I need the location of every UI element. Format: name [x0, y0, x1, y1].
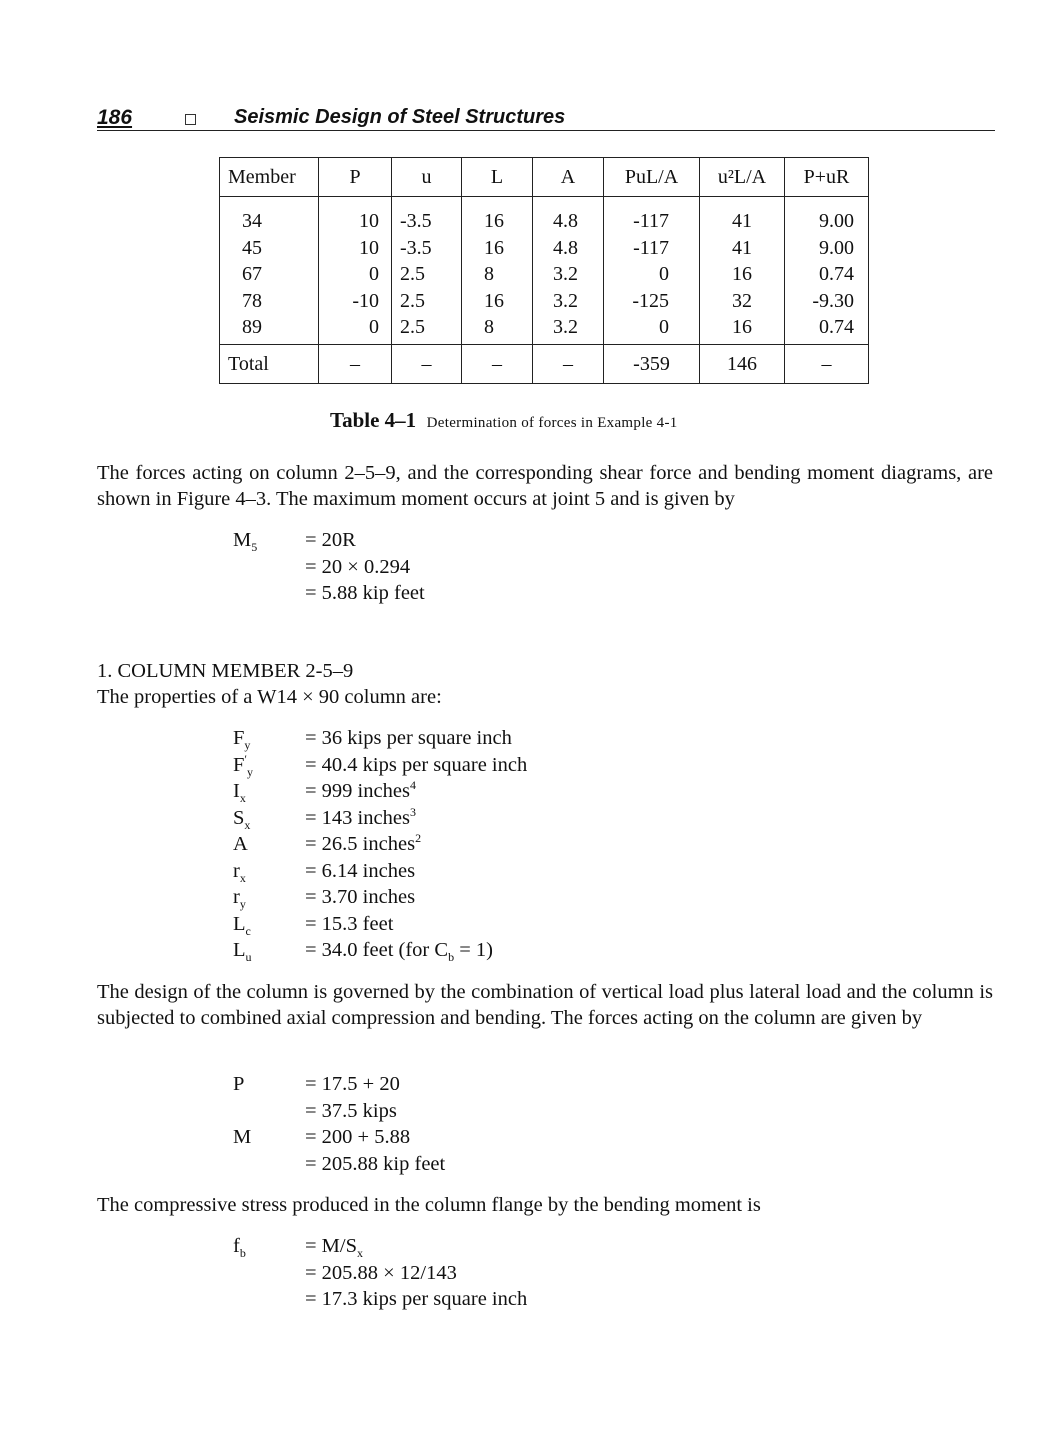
eq-line: = 5.88 kip feet: [305, 582, 425, 604]
table-cell: 16: [484, 210, 504, 232]
table-cell: 3.2: [553, 316, 578, 338]
force-symbols: [233, 1071, 251, 1151]
table-cell: 0: [369, 263, 379, 285]
property-symbols: [233, 725, 253, 964]
table-cell: 16: [732, 316, 752, 338]
total-cell: –: [785, 345, 869, 384]
property-symbol: $S_x$: [233, 806, 251, 832]
table-cell: 0.74: [819, 263, 854, 285]
property-value: = 3.70 inches: [305, 886, 416, 908]
p-column: [319, 202, 391, 341]
force-value: = 205.88 kip feet: [305, 1152, 446, 1175]
property-value: = 40.4 kips per square inch: [305, 753, 528, 776]
total-cell: –: [392, 345, 462, 384]
running-title: Seismic Design of Steel Structures: [234, 106, 566, 128]
property-symbol: $I_x$: [233, 780, 246, 806]
caption-text: Determination of forces in Example 4-1: [426, 415, 678, 431]
u-column: [392, 202, 461, 341]
property-values: [305, 725, 527, 964]
table-body: [220, 202, 869, 345]
table-cell: 0: [659, 263, 669, 285]
table-cell: 32: [732, 289, 752, 312]
page-number: 186: [97, 106, 133, 129]
forces-table: [219, 157, 869, 384]
eq-line: = 17.3 kips per square inch: [305, 1288, 528, 1310]
pul-a-column: [604, 202, 699, 341]
square-bullet-icon: [185, 114, 196, 125]
paragraph-1: The forces acting on column 2–5–9, and the corresponding shear force and bending moment diagrams, are shown in Figure 4–3. The maximum moment occurs at joint 5 and is given by: [97, 462, 993, 510]
paragraph-4: The compressive stress produced in the column flange by the bending moment is: [97, 1194, 761, 1216]
table-cell: 9.00: [819, 236, 854, 259]
force-value: = 37.5 kips: [305, 1099, 397, 1122]
table-cell: 0: [369, 316, 379, 338]
a-column: [533, 202, 603, 341]
force-symbol: P: [233, 1073, 245, 1095]
eq-line: = 205.88 × 12/143: [305, 1261, 457, 1284]
eq-fb-symbol: $f_b$: [233, 1235, 246, 1261]
table-cell: 2.5: [400, 263, 425, 285]
table-cell: 2.5: [400, 289, 425, 312]
table-cell: 16: [484, 236, 504, 259]
table-header: A: [533, 158, 604, 197]
table-cell: 16: [732, 263, 752, 285]
table-cell: 41: [732, 210, 752, 232]
table-cell: 8: [484, 263, 494, 285]
table-cell: 2.5: [400, 316, 425, 338]
table-cell: 10: [359, 236, 379, 259]
table-header: u²L/A: [700, 158, 785, 197]
table-header: u: [392, 158, 462, 197]
force-values: [305, 1071, 445, 1177]
table-cell: -125: [632, 289, 669, 312]
table-cell: -117: [633, 236, 669, 259]
total-cell: –: [533, 345, 604, 384]
paragraph-2: The properties of a W14 × 90 column are:: [97, 686, 442, 708]
eq-m5-values: [305, 527, 425, 607]
property-value: = 6.14 inches: [305, 859, 416, 882]
eq-line: = 20 × 0.294: [305, 555, 411, 578]
table-cell: 4.8: [553, 236, 578, 259]
table-cell: 16: [484, 289, 504, 312]
table-cell: 3.2: [553, 289, 578, 312]
force-symbol: M: [233, 1126, 252, 1148]
table-cell: 4.8: [553, 210, 578, 232]
property-symbol: A: [233, 833, 248, 855]
property-value: = 26.5 inches$^2$: [305, 831, 422, 855]
eq-line: = 20R: [305, 529, 356, 551]
table-caption: [330, 408, 678, 433]
total-cell: 146: [700, 345, 785, 384]
table-cell: 0.74: [819, 316, 854, 338]
property-symbol: $L_u$: [233, 939, 252, 965]
property-symbol: $F_y$: [233, 727, 251, 753]
table-cell: 45: [242, 236, 262, 259]
total-label: Total: [220, 345, 319, 384]
u2l-a-column: [700, 202, 784, 341]
table-cell: 9.00: [819, 210, 854, 232]
table-cell: 89: [242, 316, 262, 338]
table-cell: 10: [359, 210, 379, 232]
property-symbol: $F'_y$: [233, 751, 254, 779]
table-header: PuL/A: [604, 158, 700, 197]
total-cell: –: [319, 345, 392, 384]
force-value: = 17.5 + 20: [305, 1073, 400, 1095]
table-header: L: [462, 158, 533, 197]
eq-m5-symbol: $M_5$: [233, 529, 258, 555]
table-cell: -10: [352, 289, 379, 312]
table-cell: -117: [633, 210, 669, 232]
property-value: = 999 inches$^4$: [305, 778, 416, 802]
running-header: [97, 106, 995, 131]
table-header: Member: [220, 158, 319, 197]
total-cell: -359: [604, 345, 700, 384]
table-total-row: [220, 345, 869, 384]
paragraph-3: The design of the column is governed by the combination of vertical load plus lateral load and the column is subjected to combined axial compression and bending. The forces acting on the column are given by: [97, 981, 993, 1029]
property-value: = 143 inches$^3$: [305, 804, 416, 829]
table-header: P: [319, 158, 392, 197]
property-value: = 15.3 feet: [305, 912, 394, 935]
table-cell: 41: [732, 236, 752, 259]
property-symbol: $r_y$: [233, 886, 246, 912]
eq-line: = $M/S_x$: [305, 1235, 364, 1261]
member-column: [220, 202, 318, 341]
force-value: = 200 + 5.88: [305, 1126, 411, 1148]
total-cell: –: [462, 345, 533, 384]
table-cell: 67: [242, 263, 262, 285]
table-cell: 3.2: [553, 263, 578, 285]
table-cell: -3.5: [400, 236, 432, 259]
table-cell: 34: [242, 210, 262, 232]
table-cell: 8: [484, 316, 494, 338]
eq-fb-values: [305, 1233, 527, 1313]
caption-label: Table 4–1: [330, 408, 417, 432]
table-cell: 78: [242, 289, 262, 312]
section-heading: 1. COLUMN MEMBER 2-5–9: [97, 660, 354, 682]
property-symbol: $L_c$: [233, 912, 251, 938]
table-header: P+uR: [785, 158, 869, 197]
property-value: = 34.0 feet (for $C_b = 1$): [305, 939, 493, 965]
force-symbol: [233, 1098, 251, 1125]
table-cell: -9.30: [812, 289, 854, 312]
property-value: = 36 kips per square inch: [305, 727, 512, 749]
table-header-row: [220, 158, 869, 197]
l-column: [462, 202, 532, 341]
property-symbol: $r_x$: [233, 859, 246, 885]
p-ur-column: [785, 202, 868, 341]
table-cell: -3.5: [400, 210, 432, 232]
table-cell: 0: [659, 316, 669, 338]
